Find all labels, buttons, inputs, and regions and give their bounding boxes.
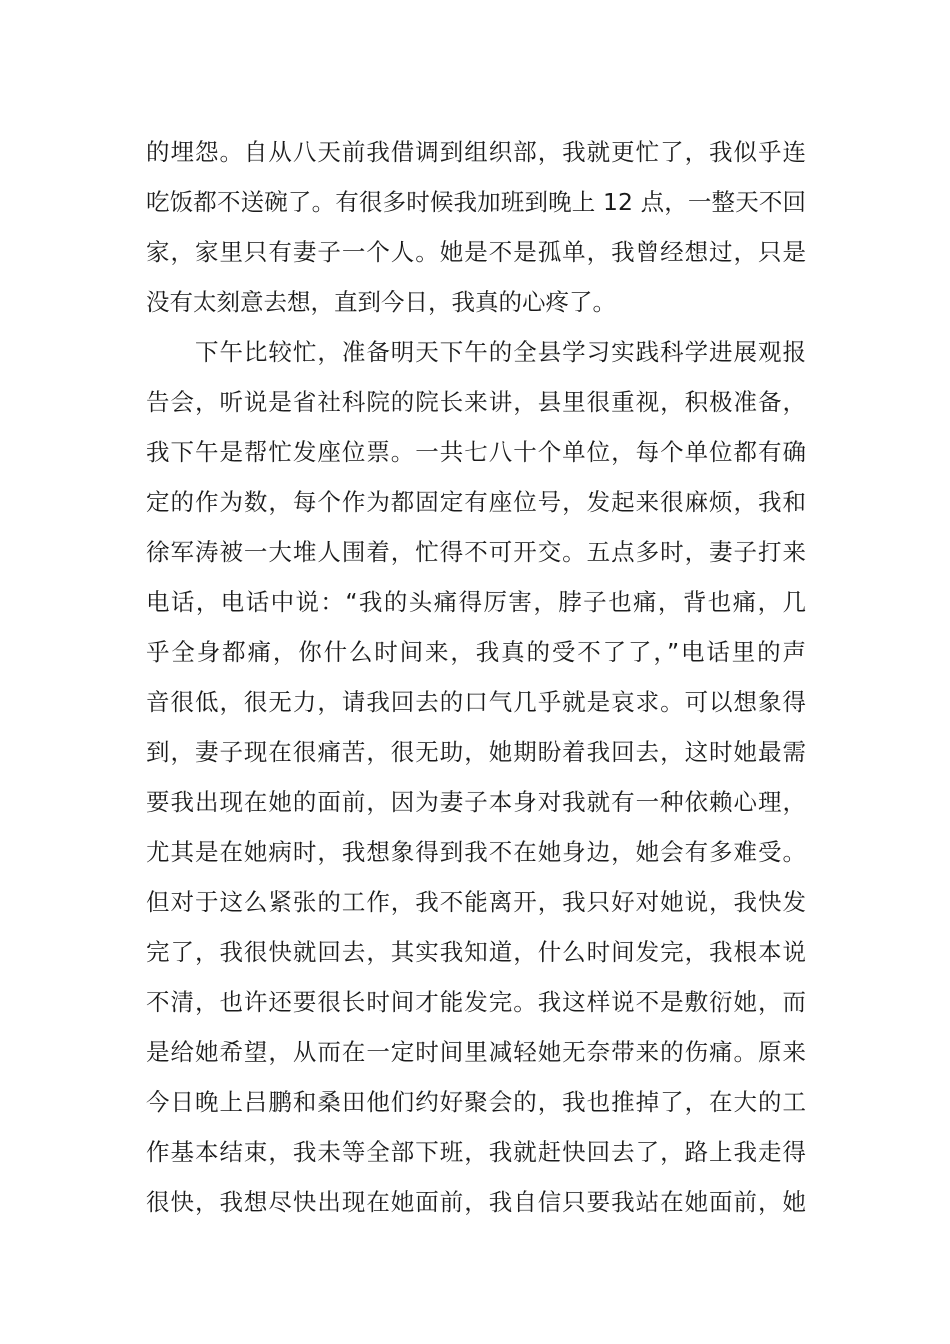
text-line: 定的作为数，每个作为都固定有座位号，发起来很麻烦，我和: [146, 488, 806, 516]
text-line: 乎全身都痛，你什么时间来，我真的受不了了，”电话里的声: [146, 638, 806, 666]
text-line: 完了，我很快就回去，其实我知道，什么时间发完，我根本说: [146, 938, 806, 966]
text-line: 家，家里只有妻子一个人。她是不是孤单，我曾经想过，只是: [146, 238, 806, 266]
text-line: 很快，我想尽快出现在她面前，我自信只要我站在她面前，她: [146, 1188, 806, 1216]
text-line: 要我出现在她的面前，因为妻子本身对我就有一种依赖心理，: [146, 788, 806, 816]
text-line: 告会，听说是省社科院的院长来讲，县里很重视，积极准备，: [146, 388, 806, 416]
paragraph-1: [146, 127, 806, 327]
text-line: 今日晚上吕鹏和桑田他们约好聚会的，我也推掉了，在大的工: [146, 1088, 806, 1116]
text-line: 不清，也许还要很长时间才能发完。我这样说不是敷衍她，而: [146, 988, 806, 1016]
text-line: 作基本结束，我未等全部下班，我就赶快回去了，路上我走得: [146, 1138, 806, 1166]
text-line: 没有太刻意去想，直到今日，我真的心疼了。: [146, 288, 616, 316]
text-line: 的埋怨。自从八天前我借调到组织部，我就更忙了，我似乎连: [146, 138, 806, 166]
text-line: 尤其是在她病时，我想象得到我不在她身边，她会有多难受。: [146, 838, 806, 866]
text-line: 电话，电话中说：“我的头痛得厉害，脖子也痛，背也痛，几: [146, 588, 806, 616]
text-line: 到，妻子现在很痛苦，很无助，她期盼着我回去，这时她最需: [146, 738, 806, 766]
text-line: 音很低，很无力，请我回去的口气几乎就是哀求。可以想象得: [146, 688, 806, 716]
text-line: 吃饭都不送碗了。有很多时候我加班到晚上 12 点，一整天不回: [146, 188, 806, 216]
text-line: 但对于这么紧张的工作，我不能离开，我只好对她说，我快发: [146, 888, 806, 916]
paragraph-2: [146, 327, 806, 1227]
text-line: 是给她希望，从而在一定时间里减轻她无奈带来的伤痛。原来: [146, 1038, 806, 1066]
text-line: 下午比较忙，准备明天下午的全县学习实践科学进展观报: [146, 338, 806, 366]
text-line: 徐军涛被一大堆人围着，忙得不可开交。五点多时，妻子打来: [146, 538, 806, 566]
text-line: 我下午是帮忙发座位票。一共七八十个单位，每个单位都有确: [146, 438, 806, 466]
